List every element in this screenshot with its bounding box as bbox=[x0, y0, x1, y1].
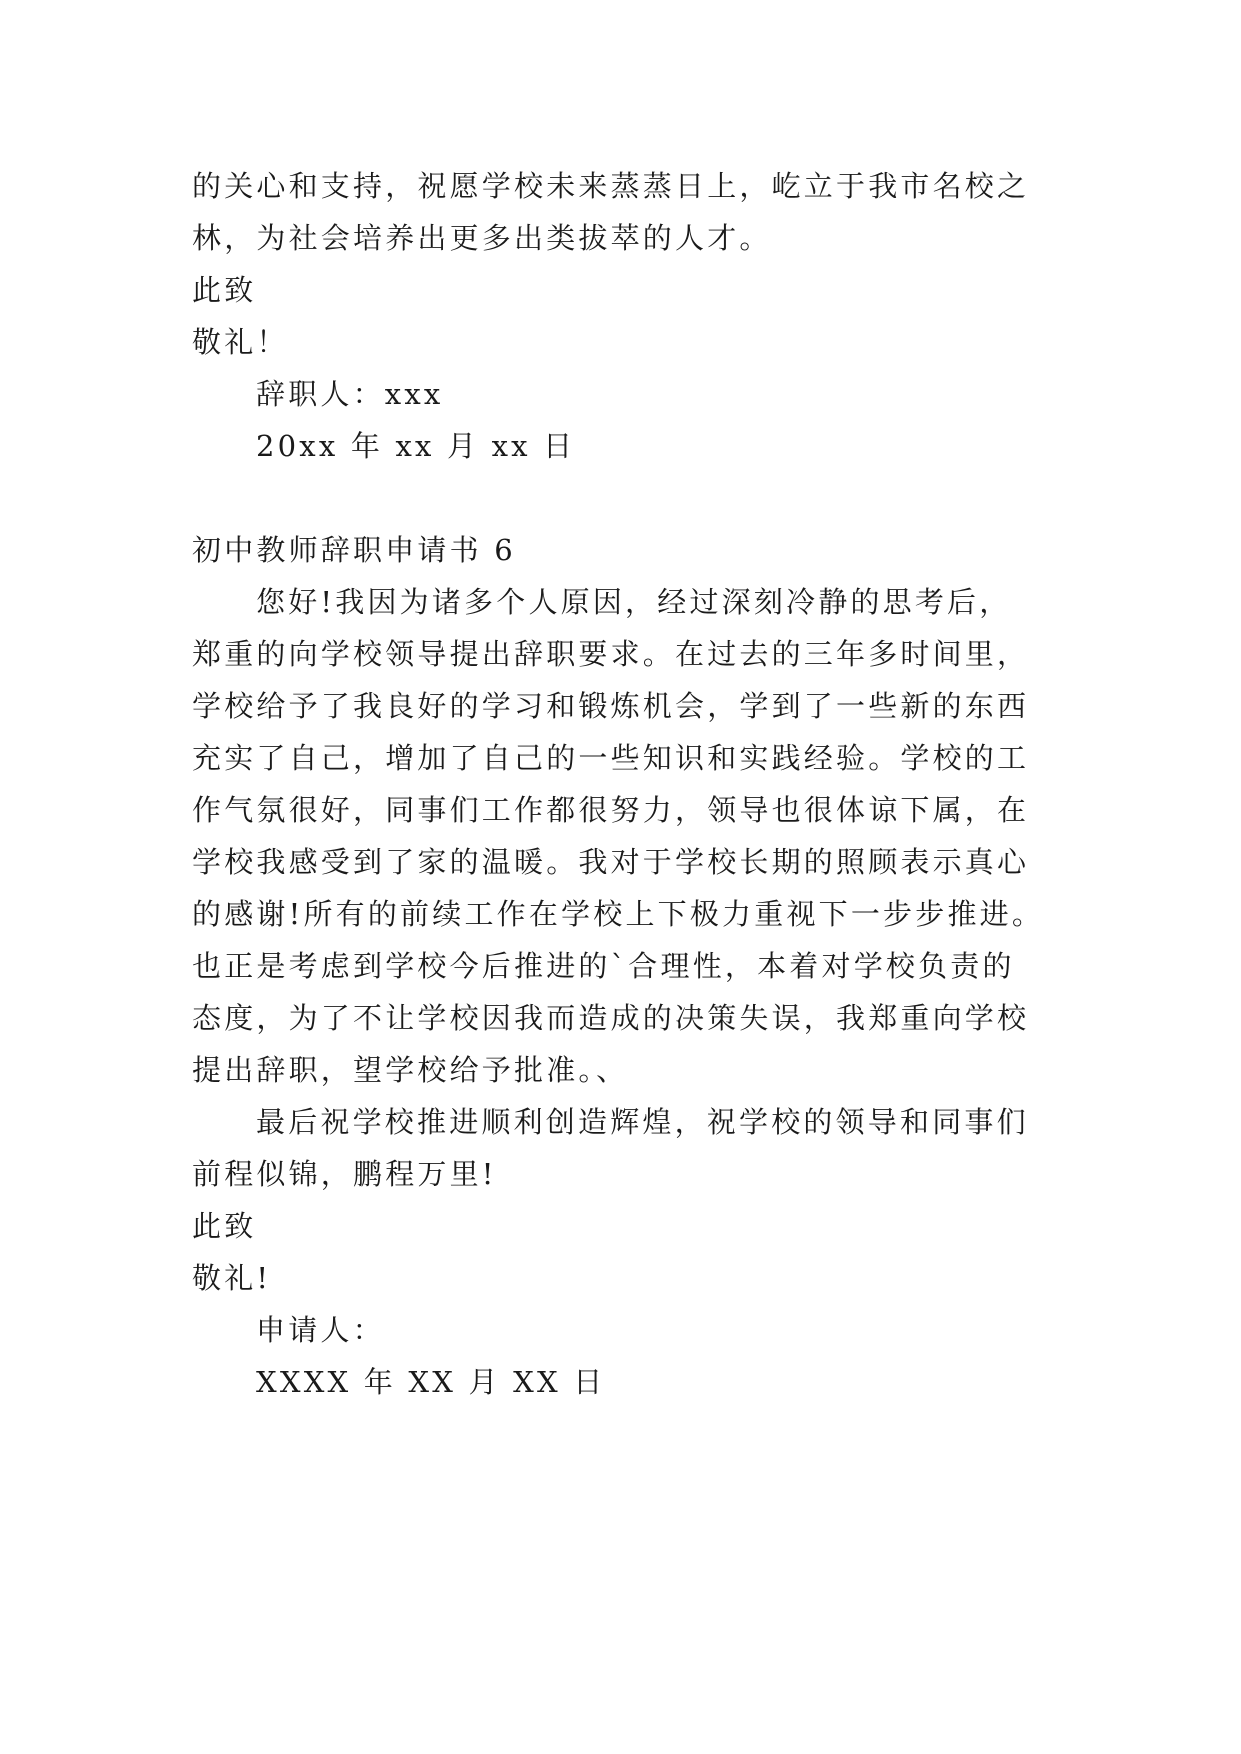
body-text-line: 态度，为了不让学校因我而造成的决策失误，我郑重向学校 bbox=[192, 1001, 1030, 1035]
date-line: 20xx 年 xx 月 xx 日 bbox=[256, 429, 576, 463]
signer-line: 辞职人：xxx bbox=[256, 377, 444, 411]
body-text-line: 的关心和支持，祝愿学校未来蒸蒸日上，屹立于我市名校之 bbox=[192, 169, 1030, 203]
body-text-line: 充实了自己，增加了自己的一些知识和实践经验。学校的工 bbox=[192, 741, 1030, 775]
closing-salutation: 此致 bbox=[192, 273, 257, 307]
body-text-line: 也正是考虑到学校今后推进的`合理性，本着对学校负责的 bbox=[192, 949, 1015, 983]
body-text-line: 最后祝学校推进顺利创造辉煌，祝学校的领导和同事们 bbox=[256, 1105, 1029, 1139]
body-text-line: 作气氛很好，同事们工作都很努力，领导也很体谅下属，在 bbox=[192, 793, 1030, 827]
closing-regards: 敬礼！ bbox=[192, 325, 289, 359]
signer-line: 申请人： bbox=[256, 1313, 385, 1347]
body-text-line: 学校我感受到了家的温暖。我对于学校长期的照顾表示真心 bbox=[192, 845, 1030, 879]
body-text-line: 学校给予了我良好的学习和锻炼机会，学到了一些新的东西 bbox=[192, 689, 1030, 723]
section-title: 初中教师辞职申请书 6 bbox=[192, 533, 516, 567]
body-text-line: 前程似锦，鹏程万里! bbox=[192, 1157, 497, 1191]
body-text-line: 郑重的向学校领导提出辞职要求。在过去的三年多时间里， bbox=[192, 637, 1030, 671]
closing-regards: 敬礼! bbox=[192, 1261, 272, 1295]
body-text-line: 提出辞职，望学校给予批准。、 bbox=[192, 1053, 629, 1087]
closing-salutation: 此致 bbox=[192, 1209, 257, 1243]
date-line: XXXX 年 XX 月 XX 日 bbox=[256, 1365, 606, 1399]
body-text-line: 林，为社会培养出更多出类拔萃的人才。 bbox=[192, 221, 772, 255]
body-text-line: 的感谢!所有的前续工作在学校上下极力重视下一步步推进。 bbox=[192, 897, 1045, 931]
body-text-line: 您好!我因为诸多个人原因，经过深刻冷静的思考后， bbox=[256, 585, 1012, 619]
